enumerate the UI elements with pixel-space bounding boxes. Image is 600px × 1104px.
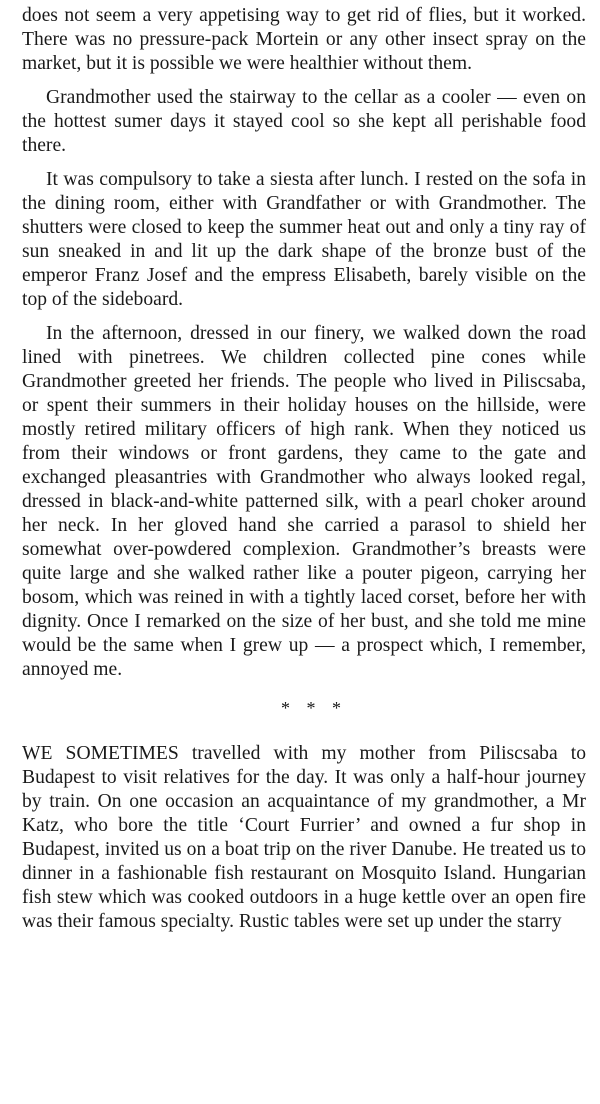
paragraph-cellar-cooler: Grandmother used the stairway to the cellar as a cooler — even on the hottest sumer days it stayed cool so she kept all perishable food there. bbox=[22, 87, 586, 156]
paragraph-siesta: It was compulsory to take a siesta after lunch. I rested on the sofa in the dining room, either with Grandfather or with Grandmother. The shutters were closed to keep the summer heat out and only a tiny ray of sun sneaked in and lit up the dark shape of the bronze bust of the emperor Franz Josef and the empress Elisabeth, barely visible on the top of the sideboard. bbox=[22, 169, 586, 310]
paragraph-budapest-trip: WE SOMETIMES travelled with my mother from Piliscsaba to Budapest to visit relatives for the day. It was only a half-hour journey by train. On one occasion an acquaintance of my grandmother, a Mr Katz, who bore the title ‘Court Furrier’ and owned a fur shop in Budapest, invited us on a boat trip on the river Danube. He treated us to dinner in a fashionable fish restaurant on Mosquito Island. Hungarian fish stew which was cooked outdoors in a huge kettle over an open fire was their famous specialty. Rustic tables were set up under the starry bbox=[22, 743, 586, 932]
section-separator: * * * bbox=[281, 698, 347, 718]
paragraph-afternoon-walk: In the afternoon, dressed in our finery, we walked down the road lined with pinetrees. We children collected pine cones while Grandmother greeted her friends. The people who lived in Piliscsaba, or spent their summers in their holiday houses on the hillside, were mostly retired military officers of high rank. When they noticed us from their windows or front gardens, they came to the gate and exchanged pleasantries with Grandmother who always looked regal, dressed in black-and-white patterned silk, with a pearl choker around her neck. In her gloved hand she carried a parasol to shield her somewhat over-powdered complexion. Grandmother’s breasts were quite large and she walked rather like a pouter pigeon, carrying her bosom, which was reined in with a tightly laced corset, before her with dignity. Once I remarked on the size of her bust, and she told me mine would be the same when I grew up — a prospect which, I remember, annoyed me. bbox=[22, 323, 586, 680]
paragraph-continuation: does not seem a very appetising way to get rid of flies, but it worked. There was no pressure-pack Mortein or any other insect spray on the market, but it is possible we were healthier without them. bbox=[22, 5, 586, 74]
